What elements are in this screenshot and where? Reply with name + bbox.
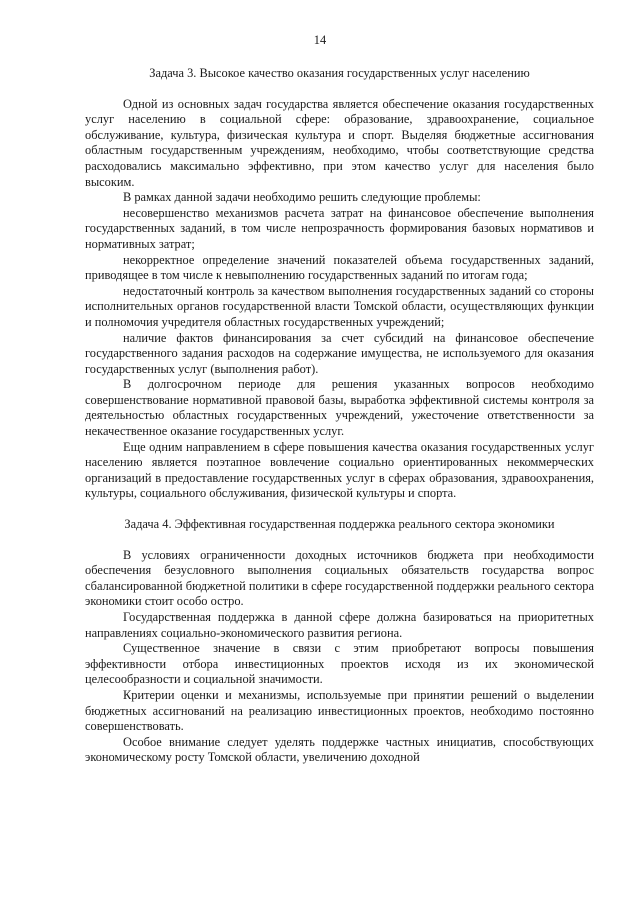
page-content: [85, 66, 594, 766]
paragraph: несовершенство механизмов расчета затрат на финансовое обеспечение выполнения государственных заданий, в том числе непрозрачность формирования базовых нормативов и нормативных затрат;: [85, 205, 594, 251]
section-heading: Задача 4. Эффективная государственная поддержка реального сектора экономики: [124, 517, 555, 532]
paragraph: Государственная поддержка в данной сфере должна базироваться на приоритетных направлениях социально-экономического развития региона.: [85, 610, 594, 640]
section-task-4: [85, 517, 594, 766]
paragraph: В условиях ограниченности доходных источников бюджета при необходимости обеспечения безусловного выполнения социальных обязательств государства вопрос сбалансированной бюджетной политики в сфере государственной поддержки реального сектора экономики стоит особо остро.: [85, 547, 594, 609]
paragraph: наличие фактов финансирования за счет субсидий на финансовое обеспечение государственного задания расходов на содержание имущества, не используемого для оказания государственных услуг (выполнения работ).: [85, 330, 594, 376]
paragraph: Еще одним направлением в сфере повышения качества оказания государственных услуг населению является поэтапное вовлечение социально ориентированных некоммерческих организаций в предоставление государственных услуг в сферах образования, здравоохранения, культуры, социального обслуживания, физической культуры и спорта.: [85, 439, 594, 501]
paragraph: В рамках данной задачи необходимо решить следующие проблемы:: [123, 190, 481, 205]
section-heading: Задача 3. Высокое качество оказания государственных услуг населению: [149, 66, 530, 80]
paragraph: недостаточный контроль за качеством выполнения государственных заданий со стороны исполнительных органов государственной власти Томской области, осуществляющих функции и полномочия учредителя областных государственных учреждений;: [85, 283, 594, 329]
paragraph: Одной из основных задач государства является обеспечение оказания государственных услуг населению в социальной сфере: образование, здравоохранение, социальное обслуживание, культура, физическая культура и спорт. Выделяя бюджетные ассигнования областным государственным учреждениям, необходимо, чтобы соответствующие средства расходовались максимально эффективно, при этом качество услуг для населения было высоким.: [85, 96, 594, 189]
page-number: 14: [313, 33, 327, 47]
paragraph: Существенное значение в связи с этим приобретают вопросы повышения эффективности отбора инвестиционных проектов исходя из их экономической целесообразности и социальной значимости.: [85, 641, 594, 687]
paragraph: Особое внимание следует уделять поддержке частных инициатив, способствующих экономическому росту Томской области, увеличению доходной: [85, 734, 594, 765]
paragraph: некорректное определение значений показателей объема государственных заданий, приводящее в том числе к невыполнению государственных заданий по итогам года;: [85, 252, 594, 283]
section-task-3: [85, 66, 594, 502]
paragraph: В долгосрочном периоде для решения указанных вопросов необходимо совершенствование нормативной правовой базы, выработка эффективной системы контроля за деятельностью областных государственных учреждений, ужесточение ответственности за некачественное оказание государственных услуг.: [85, 377, 594, 439]
paragraph: Критерии оценки и механизмы, используемые при принятии решений о выделении бюджетных ассигнований на реализацию инвестиционных проектов, необходимо постоянно совершенствовать.: [85, 687, 594, 734]
